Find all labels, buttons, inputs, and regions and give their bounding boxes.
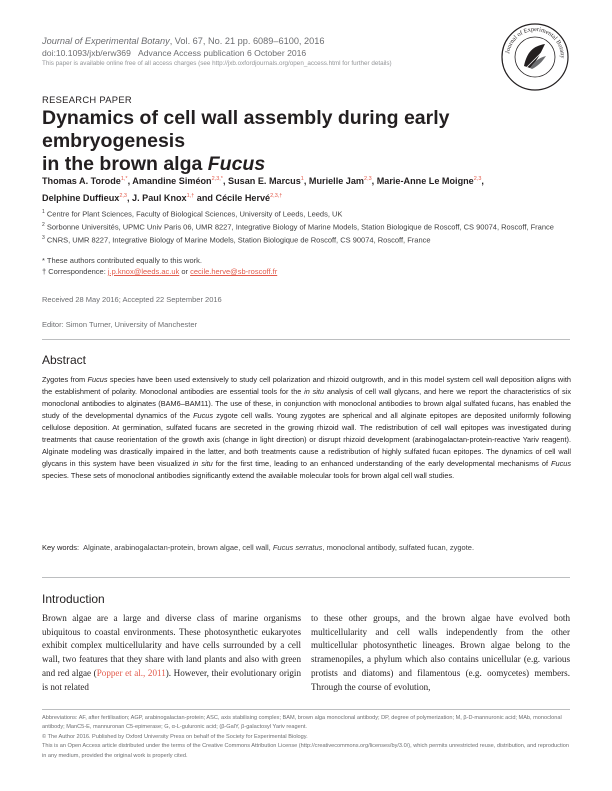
footer (42, 714, 571, 761)
divider (42, 577, 570, 578)
title-line-2: in the brown alga (42, 153, 208, 175)
editor-line: Editor: Simon Turner, University of Manchester (42, 320, 198, 329)
email-link-knox[interactable]: j.p.knox@leeds.ac.uk (107, 267, 180, 276)
affiliations (42, 207, 572, 246)
author[interactable]: Murielle Jam (308, 176, 365, 187)
citation-link[interactable]: Popper et al., 2011 (96, 667, 166, 678)
author-list: Thomas A. Torode$^{1,*}$, Amandine Siméon$^{2,3,*}$, Susan E. Marcus$^1$, Murielle Jam$^{2,3}$, Marie-Anne Le Moigne$^{2,3}$, Delphine Duffieux$^{2,3}$, J. Paul Knox$^{1,\dagger}$ and Cécile Hervé$^{2,3,\dagger}$ (42, 176, 484, 204)
and-word: and (196, 193, 213, 204)
doi[interactable]: doi:10.1093/jxb/erw369 (42, 48, 131, 58)
journal-seal-logo (500, 22, 570, 92)
journal-citation (42, 36, 324, 47)
article-title (42, 107, 562, 176)
author[interactable]: J. Paul Knox (132, 193, 187, 204)
author[interactable]: Amandine Siméon (132, 176, 212, 187)
open-access-note: This paper is available online free of all access charges (see http://jxb.oxfordjournals.org/open_access.html for further details) (42, 60, 392, 67)
affiliation-item: $^2$ Sorbonne Universités, UPMC Univ Paris 06, UMR 8227, Integrative Biology of Marine Models, Station Biologique de Roscoff, CS 90074, Roscoff, France (42, 221, 554, 232)
copyright: © The Author 2016. Published by Oxford University Press on behalf of the Society for Experimental Biology. (42, 733, 308, 740)
affiliation-item: $^3$ CNRS, UMR 8227, Integrative Biology of Marine Models, Station Biologique de Roscoff, CS 90074, Roscoff, France (42, 234, 431, 245)
author[interactable]: Delphine Duffieux (42, 193, 120, 204)
author[interactable]: Cécile Hervé (215, 193, 271, 204)
divider (42, 709, 570, 710)
journal-name: Journal of Experimental Botany (42, 36, 170, 46)
title-line-1: Dynamics of cell wall assembly during early embryogenesis (42, 107, 450, 152)
equal-contribution-note: * These authors contributed equally to this work. (42, 256, 202, 265)
doi-line (42, 48, 306, 58)
intro-column-right: to these other groups, and the brown algae have evolved both multicellularity and cell walls independently from the other multicellular photosynthetic lineages. Brown algae belong to the stramenopiles, a phylum which also contains unicellular (e.g. various protists and diatoms) and filamentous (e.g. oomycetes) members. Through the course of evolution, (311, 613, 570, 692)
author[interactable]: Susan E. Marcus (228, 176, 301, 187)
abstract-heading: Abstract (42, 353, 87, 367)
license: This is an Open Access article distributed under the terms of the Creative Commons Attribution License (http://creativecommons.org/licenses/by/3.0/), which permits unrestricted reuse, distribution, and reproduction in any medium, provided the original work is properly cited. (42, 743, 569, 759)
email-link-herve[interactable]: cecile.herve@sb-roscoff.fr (190, 267, 278, 276)
title-genus: Fucus (207, 153, 266, 175)
volume-info: , Vol. 67, No. 21 pp. 6089–6100, 2016 (169, 36, 325, 46)
received-dates: Received 28 May 2016; Accepted 22 September 2016 (42, 295, 222, 304)
correspondence: † Correspondence: j.p.knox@leeds.ac.uk or cecile.herve@sb-roscoff.fr (42, 267, 278, 276)
author-notes (42, 255, 277, 277)
intro-column-left: Brown algae are a large and diverse class of marine organisms ubiquitous to coastal environments. These photosynthetic eukaryotes exhibit complex multicellularity and have cells surrounded by a cell wall, two features that they share with land plants and also with green and red algae (Popper et al., 2011). However, their evolutionary origin is not related (42, 613, 301, 692)
keywords: Key words: Alginate, arabinogalactan-protein, brown algae, cell wall, Fucus serratus, monoclonal antibody, sulfated fucan, zygote. (42, 543, 475, 552)
divider (42, 339, 570, 340)
svg-text:Journal of Experimental Botany: Journal of Experimental Botany (504, 25, 567, 59)
introduction-heading: Introduction (42, 592, 105, 606)
author[interactable]: Thomas A. Torode (42, 176, 121, 187)
author[interactable]: Marie-Anne Le Moigne (376, 176, 474, 187)
abbreviations: Abbreviations: AF, after fertilisation; AGP, arabinogalactan-protein; ASC, axis stabilising complex; BAM, brown alga monoclonal antibody; DP, degree of polymerization; M, β-D-mannuronic acid; MAb, monoclonal antibody; ManC5-E, mannuronan C5-epimerase; G, α-L-guluronic acid; (β-GalY, β-galactosyl Yariv reagent. (42, 715, 562, 731)
keywords-label: Key words: (42, 543, 80, 552)
section-label: RESEARCH PAPER (42, 94, 132, 105)
advance-access: Advance Access publication 6 October 2016 (138, 48, 307, 58)
affiliation-item: $^1$ Centre for Plant Sciences, Faculty of Biological Sciences, University of Leeds, Leeds, UK (42, 209, 343, 219)
abstract-text: Zygotes from Fucus species have been used extensively to study cell polarization and rhizoid outgrowth, and in this model system cell wall deposition aligns with the establishment of polarity. Monoclonal antibodies are essential tools for the in situ analysis of cell wall glycans, and here we report the characteristics of six monoclonal antibodies to alginates (BAM6–BAM11). The use of these, in conjunction with monoclonal antibodies to brown algal sulfated fucans, has enabled the study of the developmental dynamics of the Fucus zygote cell walls. Young zygotes are spherical and all alginate epitopes are deposited uniformly following cellulose deposition. At germination, sulfated fucans are secreted in the growing rhizoid wall. The redistribution of cell wall epitopes was investigated during treatments that cause reorientation of the growth axis (change in light direction) or disrupt rhizoid development (arabinogalactan-protein-reactive Yariv reagent). Alginate modeling was drastically impaired in the latter, and both treatments cause a redistribution of highly sulfated fucan epitopes. The dynamics of cell wall glycans in this system have been visualized in situ for the first time, leading to an enhanced understanding of the early developmental mechanisms of Fucus species. These sets of monoclonal antibodies significantly extend the available molecular tools for brown algal cell wall studies. (42, 375, 572, 480)
